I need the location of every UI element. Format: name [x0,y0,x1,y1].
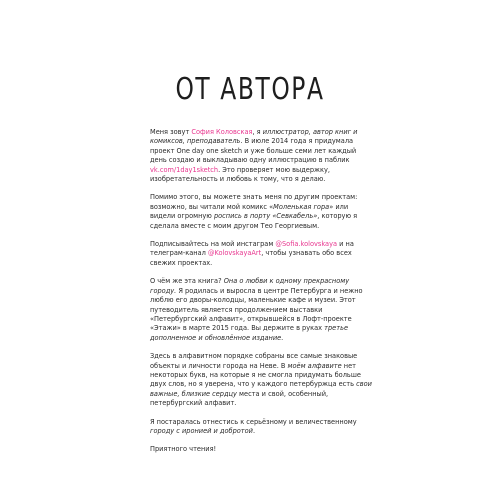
text: Помимо этого, вы можете знать меня по другим проектам: возможно, вы читали мой комикс « [150,193,358,211]
text: Я родилась и выросла в центре Петербурга и нежно люблю его дворы-колодцы, маленькие кафе и музеи. Этот путеводитель является продолжением выставки «Петербургский алфавит», открывшейся в Лофт-проекте «Этажи» в марте 2015 года. Вы держите в руках [150,286,363,333]
closing-line: Приятного чтения! [150,445,217,454]
text: . [252,426,256,435]
page-title: ОТ АВТОРА [175,72,325,107]
paragraph-book [150,277,372,343]
mural-title: роспись в порту «Севкабель» [213,212,318,221]
vk-link[interactable]: vk.com/1day1sketch [150,165,219,174]
text: Здесь в алфавитном порядке собраны все самые знаковые объекты и личности города на Неве. В [150,352,358,370]
text: , я [252,128,263,136]
text: . [281,333,284,342]
author-name: София Коловская [191,128,253,136]
text: нет некоторых букв, на которые я не смогла придумать больше двух слов, но я уверена, что у каждого петербуржца есть [150,361,361,389]
italic-text: городу с иронией и добротой [150,426,253,435]
comic-title: Моленькая гора [273,202,330,211]
text: О чём же эта книга? [150,277,224,286]
paragraph-social [150,240,372,268]
paragraph-projects [150,193,372,231]
author-text [150,128,372,455]
text: места и свой, особенный, петербургский алфавит. [150,389,329,408]
author-role: иллюстратор, автор книг и комиксов, преподаватель [150,128,358,146]
text: Я постаралась отнестись к серьёзному и величественному [150,417,357,426]
text: , чтобы узнавать обо всех свежих проектах. [150,249,352,267]
text: » или видели огромную [150,202,349,221]
edition-note: третье дополненное и обновлённое издание [150,324,349,342]
italic-text: Она о любви к одному прекрасному городу. [150,277,350,295]
telegram-handle[interactable]: @KolovskayaArt [207,249,262,258]
paragraph-intro [150,128,372,184]
instagram-handle[interactable]: @Sofia.kolovskaya [275,240,338,249]
text: Меня зовут [150,128,192,136]
italic-text: моём алфавите [287,361,342,370]
paragraph-alphabet [150,352,372,408]
italic-text: свои важные, близкие сердцу [150,380,372,398]
text: и на телеграм-канал [150,240,354,258]
text: Подписывайтесь на мой инстаграм [150,240,276,249]
text: . Это проверяет мою выдержку, изобретательность и любовь к тому, что я делаю. [150,165,330,184]
text: , которую я сделала вместе с моим другом Тео Георгиевым. [150,212,358,230]
text: . В июле 2014 года я придумала проект One day one sketch и уже больше семи лет каждый день создаю и выкладываю одну иллюстрацию в паблик [150,137,357,165]
paragraph-irony [150,418,372,437]
